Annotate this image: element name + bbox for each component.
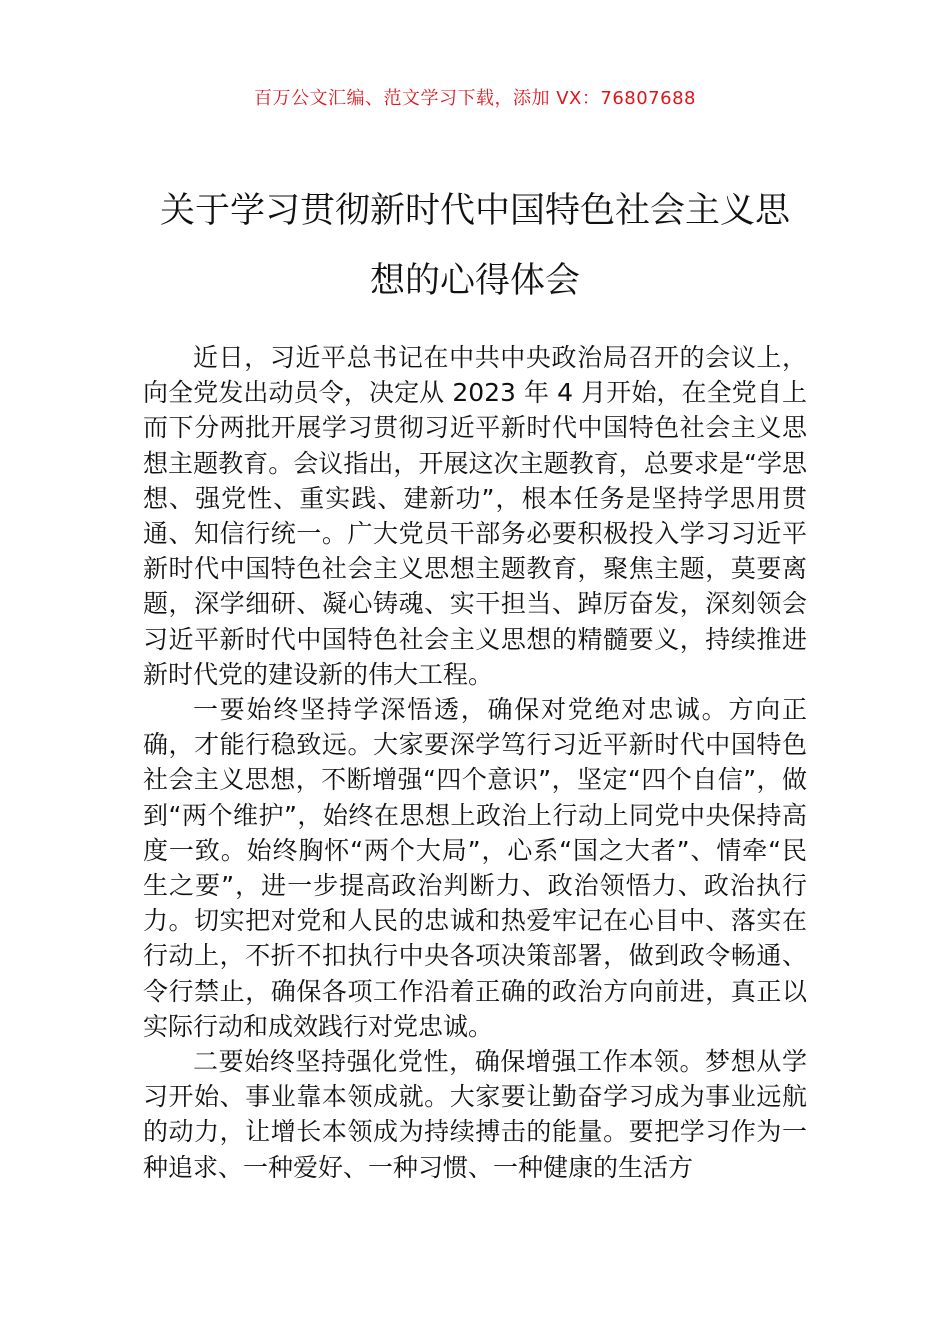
document-body	[143, 340, 807, 1185]
title-line-2: 想的心得体会	[369, 261, 580, 301]
paragraph-point-two: 二要始终坚持强化党性，确保增强工作本领。梦想从学习开始、事业靠本领成就。大家要让勤奋学习成为事业远航的动力，让增长本领成为持续搏击的能量。要把学习作为一种追求、一种爱好、一种习惯、一种健康的生活方	[143, 1047, 807, 1182]
title-line-1: 关于学习贯彻新时代中国特色社会主义思	[159, 191, 790, 231]
paragraph-point-one: 一要始终坚持学深悟透，确保对党绝对忠诚。方向正确，才能行稳致远。大家要深学笃行习近平新时代中国特色社会主义思想，不断增强“四个意识”，坚定“四个自信”，做到“两个维护”，始终在思想上政治上行动上同党中央保持高度一致。始终胸怀“两个大局”，心系“国之大者”、情牵“民生之要”，进一步提高政治判断力、政治领悟力、政治执行力。切实把对党和人民的忠诚和热爱牢记在心目中、落实在行动上，不折不扣执行中央各项决策部署，做到政令畅通、令行禁止，确保各项工作沿着正确的政治方向前进，真正以实际行动和成效践行对党忠诚。	[143, 695, 807, 1041]
header-notice: 百万公文汇编、范文学习下载，添加 VX：76807688	[254, 88, 696, 109]
paragraph-intro: 近日，习近平总书记在中共中央政治局召开的会议上，向全党发出动员令，决定从 2023 年 4 月开始，在全党自上而下分两批开展学习贯彻习近平新时代中国特色社会主义思想主题教育。会议指出，开展这次主题教育，总要求是“学思想、强党性、重实践、建新功”，根本任务是坚持学思用贯通、知信行统一。广大党员干部务必要积极投入学习习近平新时代中国特色社会主义思想主题教育，聚焦主题，莫要离题，深学细研、凝心铸魂、实干担当、踔厉奋发，深刻领会习近平新时代中国特色社会主义思想的精髓要义，持续推进新时代党的建设新的伟大工程。	[143, 343, 807, 689]
document-title	[150, 176, 800, 316]
